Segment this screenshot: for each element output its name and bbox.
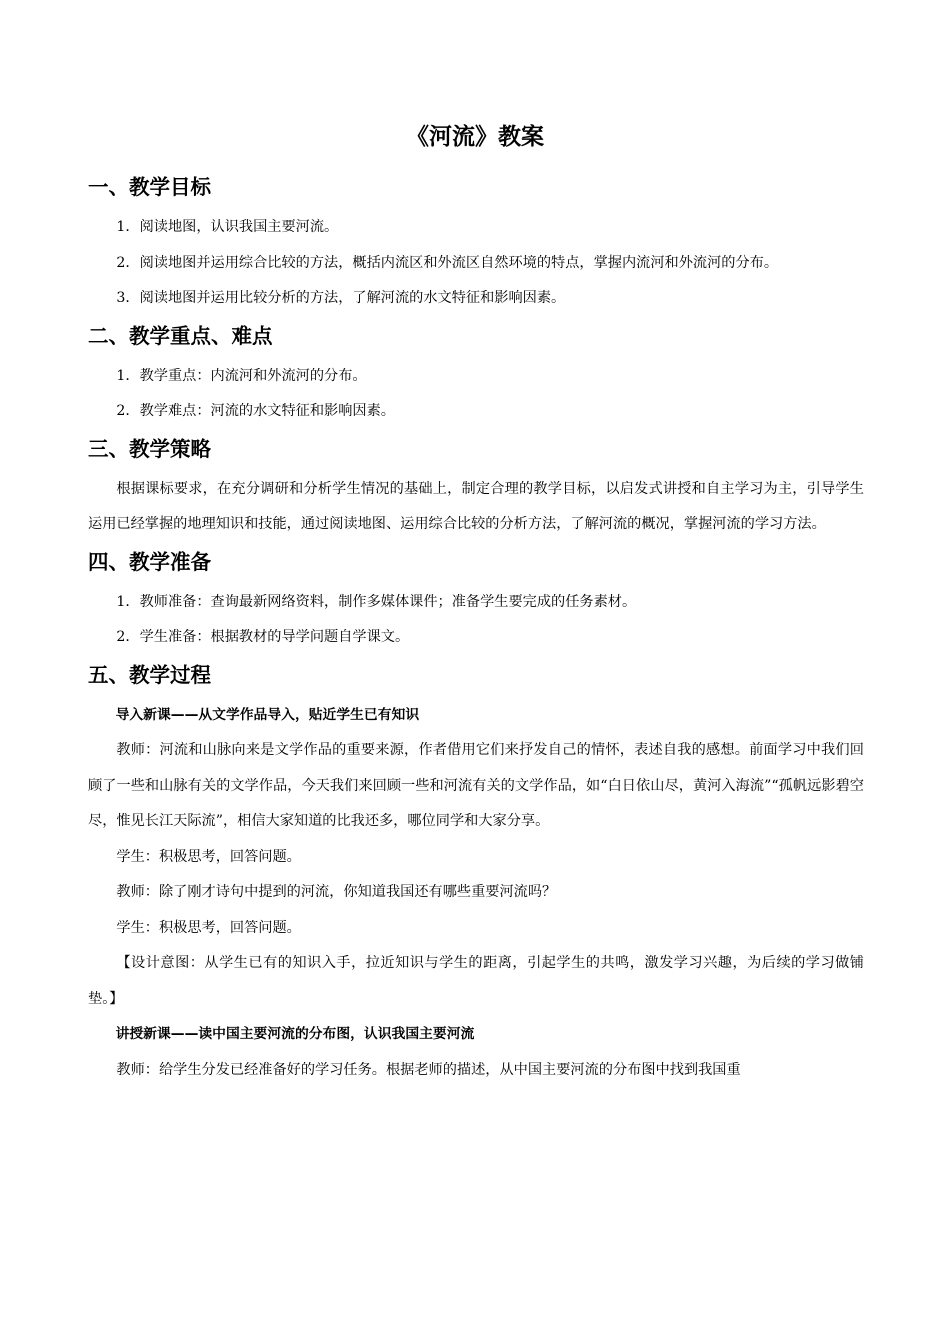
section-objectives	[88, 170, 864, 317]
document-body	[88, 170, 864, 1090]
section-preparation	[88, 545, 864, 656]
paragraph: 2．教学难点：河流的水文特征和影响因素。	[116, 403, 395, 419]
section-heading: 一、教学目标	[88, 175, 211, 199]
section-strategy	[88, 432, 864, 543]
section-heading: 二、教学重点、难点	[88, 323, 273, 348]
paragraph: 2．学生准备：根据教材的导学问题自学课文。	[116, 629, 410, 645]
paragraph: 3．阅读地图并运用比较分析的方法，了解河流的水文特征和影响因素。	[116, 290, 566, 306]
document-title: 《河流》教案	[406, 124, 544, 150]
paragraph: 2．阅读地图并运用综合比较的方法，概括内流区和外流区自然环境的特点，掌握内流河和外流河的分布。	[116, 254, 779, 271]
section-heading: 五、教学过程	[88, 662, 211, 687]
section-key-points	[88, 319, 864, 430]
paragraph: 学生：积极思考，回答问题。	[116, 919, 301, 936]
paragraph: 1．阅读地图，认识我国主要河流。	[116, 219, 339, 235]
paragraph: 1．教学重点：内流河和外流河的分布。	[116, 367, 367, 384]
paragraph: 学生：积极思考，回答问题。	[116, 848, 301, 865]
paragraph: 根据课标要求，在充分调研和分析学生情况的基础上，制定合理的教学目标，以启发式讲授和自主学习为主，引导学生运用已经掌握的地理知识和技能，通过阅读地图、运用综合比较的分析方法，了解河流的概况，掌握河流的学习方法。	[88, 480, 864, 532]
design-intent-note: 【设计意图：从学生已有的知识入手，拉近知识与学生的距离，引起学生的共鸣，激发学习兴趣，为后续的学习做铺垫。】	[88, 955, 864, 1007]
paragraph: 教师：河流和山脉向来是文学作品的重要来源，作者借用它们来抒发自己的情怀，表述自我的感想。前面学习中我们回顾了一些和山脉有关的文学作品，今天我们来回顾一些和河流有关的文学作品，如“白日依山尽，黄河入海流”“孤帆远影碧空尽，惟见长江天际流”，相信大家知道的比我还多，哪位同学和大家分享。	[88, 742, 864, 829]
section-heading: 三、教学策略	[88, 436, 211, 461]
section-heading: 四、教学准备	[88, 549, 211, 574]
paragraph: 1．教师准备：查询最新网络资料，制作多媒体课件；准备学生要完成的任务素材。	[116, 593, 637, 610]
subsection-heading: 讲授新课——读中国主要河流的分布图，认识我国主要河流	[115, 1026, 475, 1042]
section-process	[88, 658, 864, 1089]
paragraph: 教师：给学生分发已经准备好的学习任务。根据老师的描述，从中国主要河流的分布图中找到我国重	[116, 1061, 741, 1078]
subsection-heading: 导入新课——从文学作品导入，贴近学生已有知识	[115, 706, 420, 723]
paragraph: 教师：除了刚才诗句中提到的河流，你知道我国还有哪些重要河流吗？	[116, 884, 557, 900]
